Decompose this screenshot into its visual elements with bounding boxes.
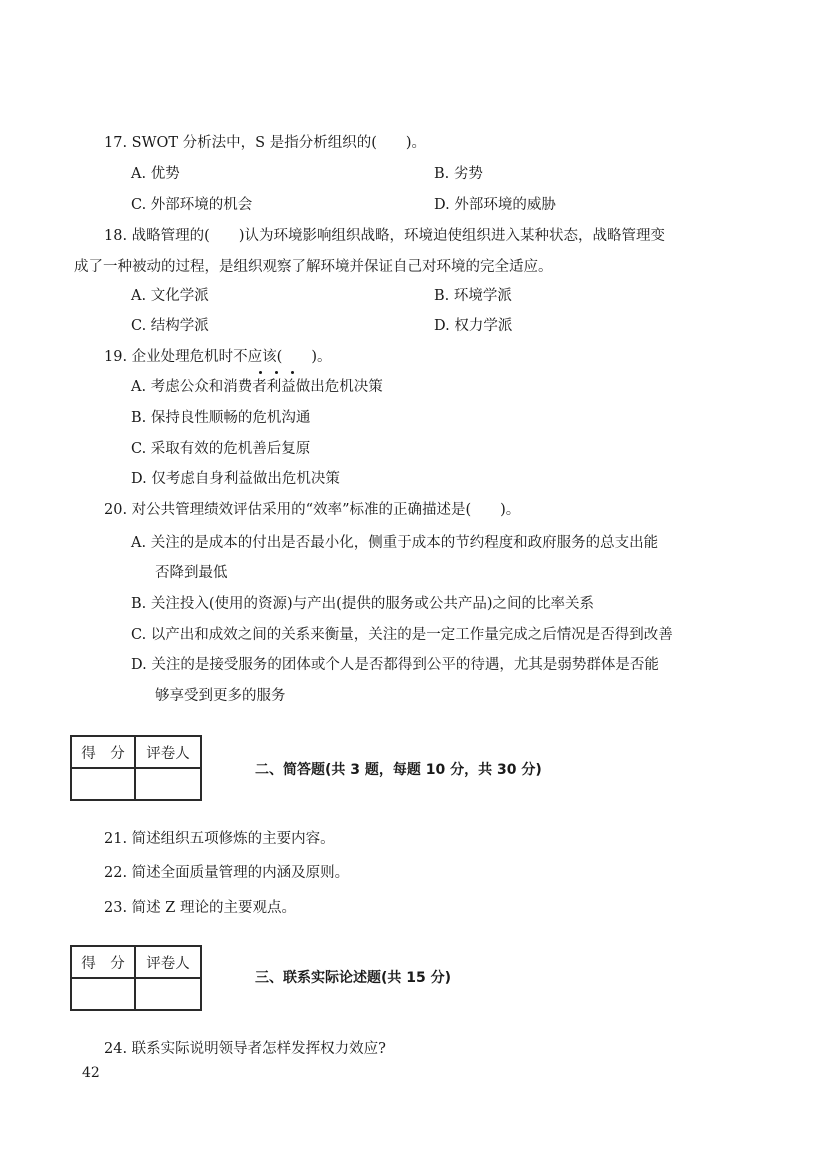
emphasis-dot: [275, 371, 278, 374]
grader-cell[interactable]: [135, 768, 201, 800]
question-20-option-c: C. 以产出和成效之间的关系来衡量，关注的是一定工作量完成之后情况是否得到改善: [131, 627, 673, 643]
score-box-section-3: [70, 945, 202, 1011]
question-19-stem: 19. 企业处理危机时不应该( )。: [104, 349, 332, 365]
question-17-option-c: C. 外部环境的机会: [131, 197, 253, 213]
score-label: 得 分: [71, 736, 135, 768]
question-23: 23. 简述 Z 理论的主要观点。: [104, 900, 296, 916]
question-17-option-d: D. 外部环境的威胁: [434, 197, 556, 213]
question-18-option-b: B. 环境学派: [434, 288, 512, 304]
question-19-option-b: B. 保持良性顺畅的危机沟通: [131, 410, 311, 426]
score-cell[interactable]: [71, 978, 135, 1010]
grader-label: 评卷人: [135, 736, 201, 768]
question-17-option-a: A. 优势: [131, 166, 180, 182]
question-19-option-a: A. 考虑公众和消费者利益做出危机决策: [131, 379, 383, 395]
question-18-option-a: A. 文化学派: [131, 288, 209, 304]
page-number: 42: [82, 1065, 100, 1081]
question-20-option-a-line2: 否降到最低: [155, 565, 228, 581]
question-18-option-d: D. 权力学派: [434, 318, 513, 334]
score-label: 得 分: [71, 946, 135, 978]
question-17-stem: 17. SWOT 分析法中，S 是指分析组织的( )。: [104, 135, 427, 151]
question-18-option-c: C. 结构学派: [131, 318, 209, 334]
score-box-section-2: [70, 735, 202, 801]
question-20-option-d-line2: 够享受到更多的服务: [155, 688, 286, 704]
question-20-option-b: B. 关注投入(使用的资源)与产出(提供的服务或公共产品)之间的比率关系: [131, 596, 594, 612]
question-20-option-a-line1: A. 关注的是成本的付出是否最小化，侧重于成本的节约程度和政府服务的总支出能: [131, 535, 659, 551]
grader-label: 评卷人: [135, 946, 201, 978]
emphasis-dot: [291, 371, 294, 374]
score-cell[interactable]: [71, 768, 135, 800]
question-20-stem: 20. 对公共管理绩效评估采用的“效率”标准的正确描述是( )。: [104, 502, 521, 518]
emphasis-dot: [259, 371, 262, 374]
grader-cell[interactable]: [135, 978, 201, 1010]
question-21: 21. 简述组织五项修炼的主要内容。: [104, 831, 335, 847]
question-19-option-d: D. 仅考虑自身利益做出危机决策: [131, 471, 340, 487]
question-24: 24. 联系实际说明领导者怎样发挥权力效应?: [104, 1041, 386, 1057]
section-2-title: 二、简答题(共 3 题，每题 10 分，共 30 分): [255, 762, 542, 778]
question-22: 22. 简述全面质量管理的内涵及原则。: [104, 865, 350, 881]
question-19-option-c: C. 采取有效的危机善后复原: [131, 441, 311, 457]
question-18-stem-line2: 成了一种被动的过程，是组织观察了解环境并保证自己对环境的完全适应。: [74, 259, 553, 275]
question-20-option-d-line1: D. 关注的是接受服务的团体或个人是否都得到公平的待遇，尤其是弱势群体是否能: [131, 657, 659, 673]
question-18-stem-line1: 18. 战略管理的( )认为环境影响组织战略，环境迫使组织进入某种状态，战略管理变: [104, 228, 665, 244]
question-17-option-b: B. 劣势: [434, 166, 483, 182]
section-3-title: 三、联系实际论述题(共 15 分): [255, 970, 452, 986]
